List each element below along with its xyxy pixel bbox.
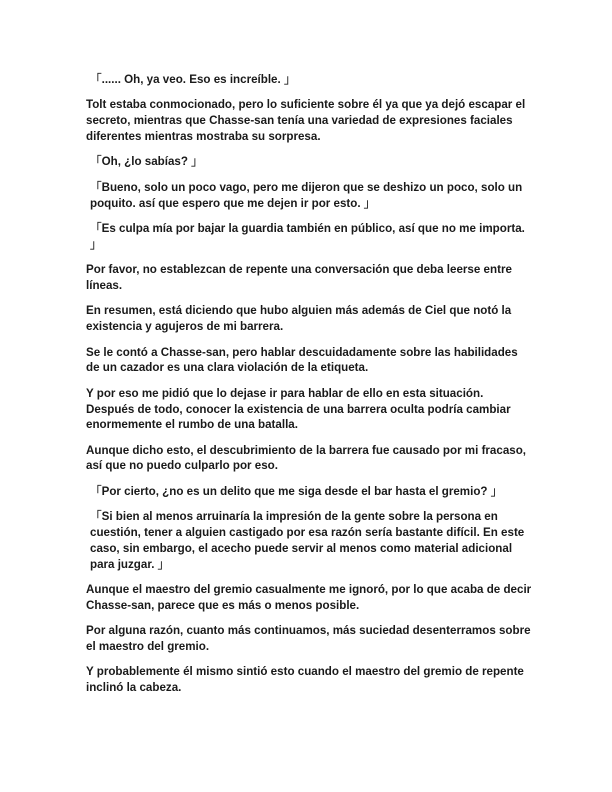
paragraph-6: Por favor, no establezcan de repente una conversación que deba leerse entre líneas. <box>86 263 512 292</box>
paragraph-7: En resumen, está diciendo que hubo alguien más además de Ciel que notó la existencia y agujeros de mi barrera. <box>86 304 512 334</box>
paragraph-9: Y por eso me pidió que lo dejase ir para hablar de ello en esta situación. Después de todo, conocer la existencia de una barrera oculta podría cambiar enormemente el rumbo de una batalla. <box>86 386 511 432</box>
paragraph-12: 「Si bien al menos arruinaría la impresión de la gente sobre la persona en cuestión, tener a alguien castigado por esa razón sería bastante difícil. En este caso, sin embargo, el acecho puede servir al menos como material adicional para juzgar. 」 <box>90 510 525 571</box>
paragraph-1: 「...... Oh, ya veo. Eso es increíble. 」 <box>90 73 296 86</box>
text-column <box>86 72 532 706</box>
paragraph-13: Aunque el maestro del gremio casualmente me ignoró, por lo que acaba de decir Chasse-san, parece que es más o menos posible. <box>86 583 532 612</box>
paragraph-5: 「Es culpa mía por bajar la guardia también en público, así que no me importa. 」 <box>90 221 525 251</box>
paragraph-10: Aunque dicho esto, el descubrimiento de la barrera fue causado por mi fracaso, así que no puedo culparlo por eso. <box>86 443 527 473</box>
paragraph-4: 「Bueno, solo un poco vago, pero me dijeron que se deshizo un poco, solo un poquito. así que espero que me dejen ir por esto. 」 <box>90 180 523 210</box>
paragraph-15: Y probablemente él mismo sintió esto cuando el maestro del gremio de repente inclinó la cabeza. <box>86 665 524 695</box>
paragraph-14: Por alguna razón, cuanto más continuamos, más suciedad desenterramos sobre el maestro del gremio. <box>86 624 531 654</box>
paragraph-3: 「Oh, ¿lo sabías? 」 <box>90 155 203 169</box>
paragraph-8: Se le contó a Chasse-san, pero hablar descuidadamente sobre las habilidades de un cazador es una clara violación de la etiqueta. <box>86 345 518 375</box>
paragraph-2: Tolt estaba conmocionado, pero lo suficiente sobre él ya que ya dejó escapar el secreto, mientras que Chasse-san tenía una variedad de expresiones faciales diferentes mientras mostraba su sorpresa. <box>86 98 526 143</box>
paragraph-11: 「Por cierto, ¿no es un delito que me siga desde el bar hasta el gremio? 」 <box>90 484 503 498</box>
